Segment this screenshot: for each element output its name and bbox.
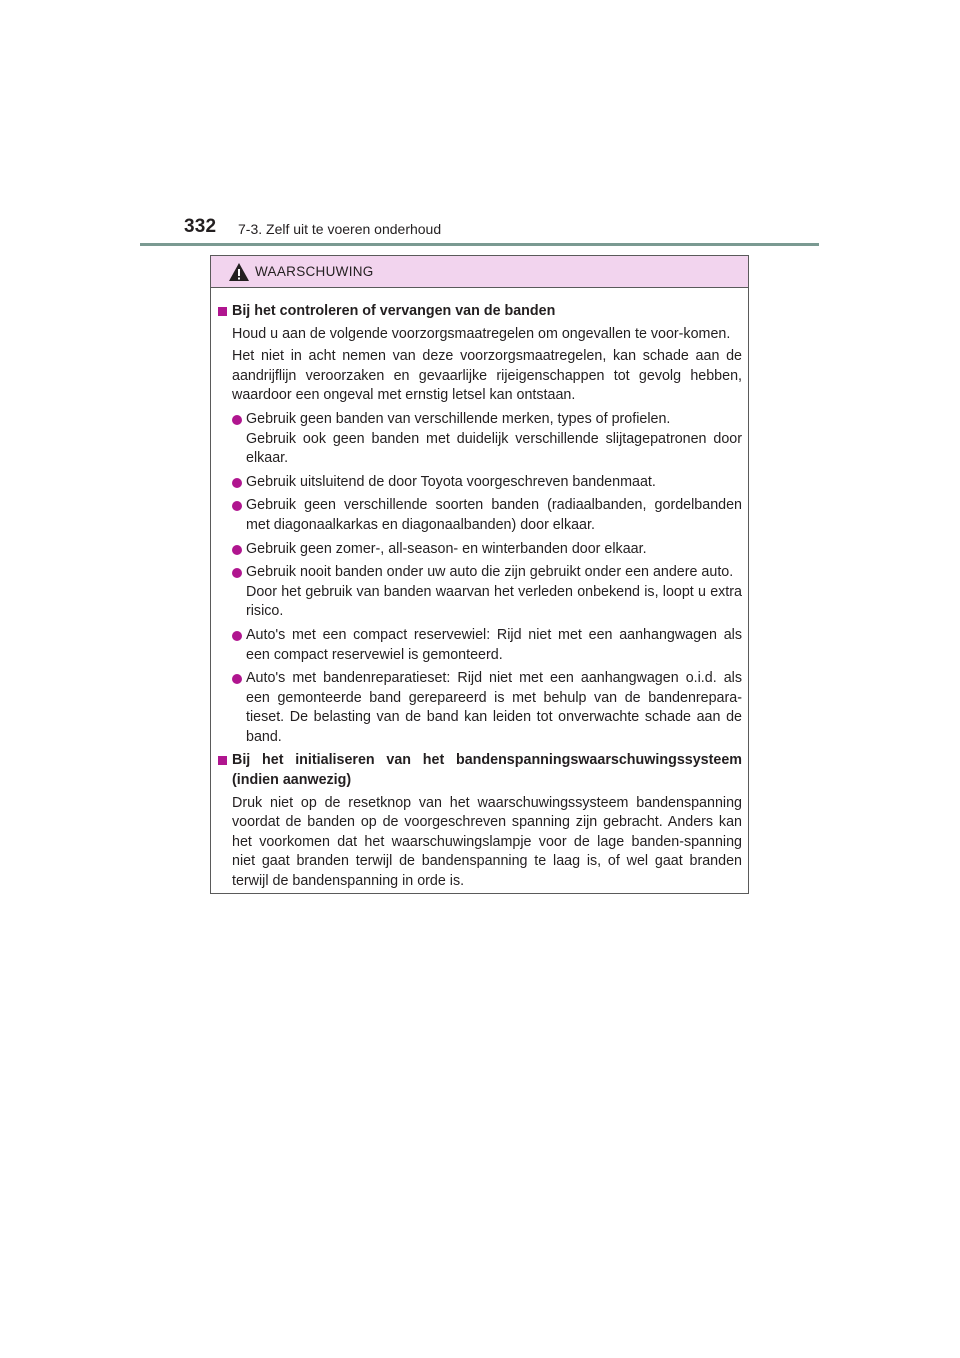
bullet-text [246, 540, 742, 560]
round-bullet-icon [232, 674, 242, 684]
paragraph: Houd u aan de volgende voorzorgsmaatregelen om ongevallen te voor-komen. [232, 325, 731, 342]
page-number: 332 [184, 216, 217, 237]
section-title: 7-3. Zelf uit te voeren onderhoud [238, 221, 442, 237]
bullet-item [216, 563, 742, 622]
bullet-line: Gebruik ook geen banden met duidelijk verschillende slijtagepatronen door elkaar. [246, 430, 742, 467]
bullet-item [216, 496, 742, 535]
round-bullet-icon [232, 545, 242, 555]
paragraph: Druk niet op de resetknop van het waarschuwingssysteem bandenspanning voordat de banden op de voorgeschreven spanning zijn gebracht. Anders kan het voorkomen dat het waarschuwingslampje voor de lage banden-spanning niet gaat branden terwijl de bandenspanning te laag is, of wel gaat branden terwijl de bandenspanning in orde is. [232, 794, 742, 890]
round-bullet-icon [232, 501, 242, 511]
section-heading [216, 751, 742, 790]
bullet-item [216, 669, 742, 747]
warning-box [210, 255, 749, 894]
warning-body [211, 288, 748, 892]
bullet-line: Auto's met bandenreparatieset: Rijd niet met een aanhangwagen o.i.d. als een gemonteerde band gerepareerd is met behulp van de bandenrepara-tieset. De belasting van de band kan leiden tot onverwachte schade aan de band. [246, 670, 742, 745]
round-bullet-icon [232, 478, 242, 488]
bullet-line: Auto's met een compact reservewiel: Rijd niet met een aanhangwagen als een compact reservewiel is gemonteerd. [246, 626, 742, 663]
bullet-text [246, 473, 742, 493]
section-heading-text: Bij het controleren of vervangen van de banden [232, 303, 556, 319]
bullet-text [246, 410, 742, 469]
warning-header [211, 256, 748, 288]
bullet-line: Gebruik geen banden van verschillende merken, types of profielen. [246, 410, 671, 427]
round-bullet-icon [232, 631, 242, 641]
bullet-line: Gebruik geen verschillende soorten banden (radiaalbanden, gordelbanden met diagonaalkarkas en diagonaalbanden) door elkaar. [246, 497, 742, 533]
bullet-list [216, 410, 742, 748]
paragraph: Het niet in acht nemen van deze voorzorgsmaatregelen, kan schade aan de aandrijflijn veroorzaken en gevaarlijke rijeigenschappen tot gevolg hebben, waardoor een ongeval met ernstig letsel kan ontstaan. [232, 348, 742, 404]
bullet-text [246, 669, 742, 747]
bullet-line: Gebruik geen zomer-, all-season- en winterbanden door elkaar. [246, 540, 647, 557]
bullet-item [216, 626, 742, 665]
warning-triangle-icon [228, 262, 250, 282]
bullet-text [246, 563, 742, 622]
bullet-item [216, 540, 742, 560]
header-divider [140, 243, 819, 246]
bullet-item [216, 473, 742, 493]
section-heading-text: Bij het initialiseren van het bandenspanningswaarschuwingssysteem (indien aanwezig) [232, 752, 742, 789]
bullet-line: Gebruik uitsluitend de door Toyota voorgeschreven bandenmaat. [246, 473, 656, 490]
bullet-item [216, 410, 742, 469]
square-bullet-icon [218, 756, 227, 765]
section-heading [216, 302, 742, 322]
round-bullet-icon [232, 568, 242, 578]
bullet-line: Door het gebruik van banden waarvan het verleden onbekend is, loopt u extra risico. [246, 583, 742, 620]
bullet-text [246, 626, 742, 665]
round-bullet-icon [232, 415, 242, 425]
bullet-line: Gebruik nooit banden onder uw auto die zijn gebruikt onder een andere auto. [246, 564, 734, 581]
square-bullet-icon [218, 307, 227, 316]
bullet-text [246, 496, 742, 535]
warning-title: WAARSCHUWING [255, 264, 374, 279]
